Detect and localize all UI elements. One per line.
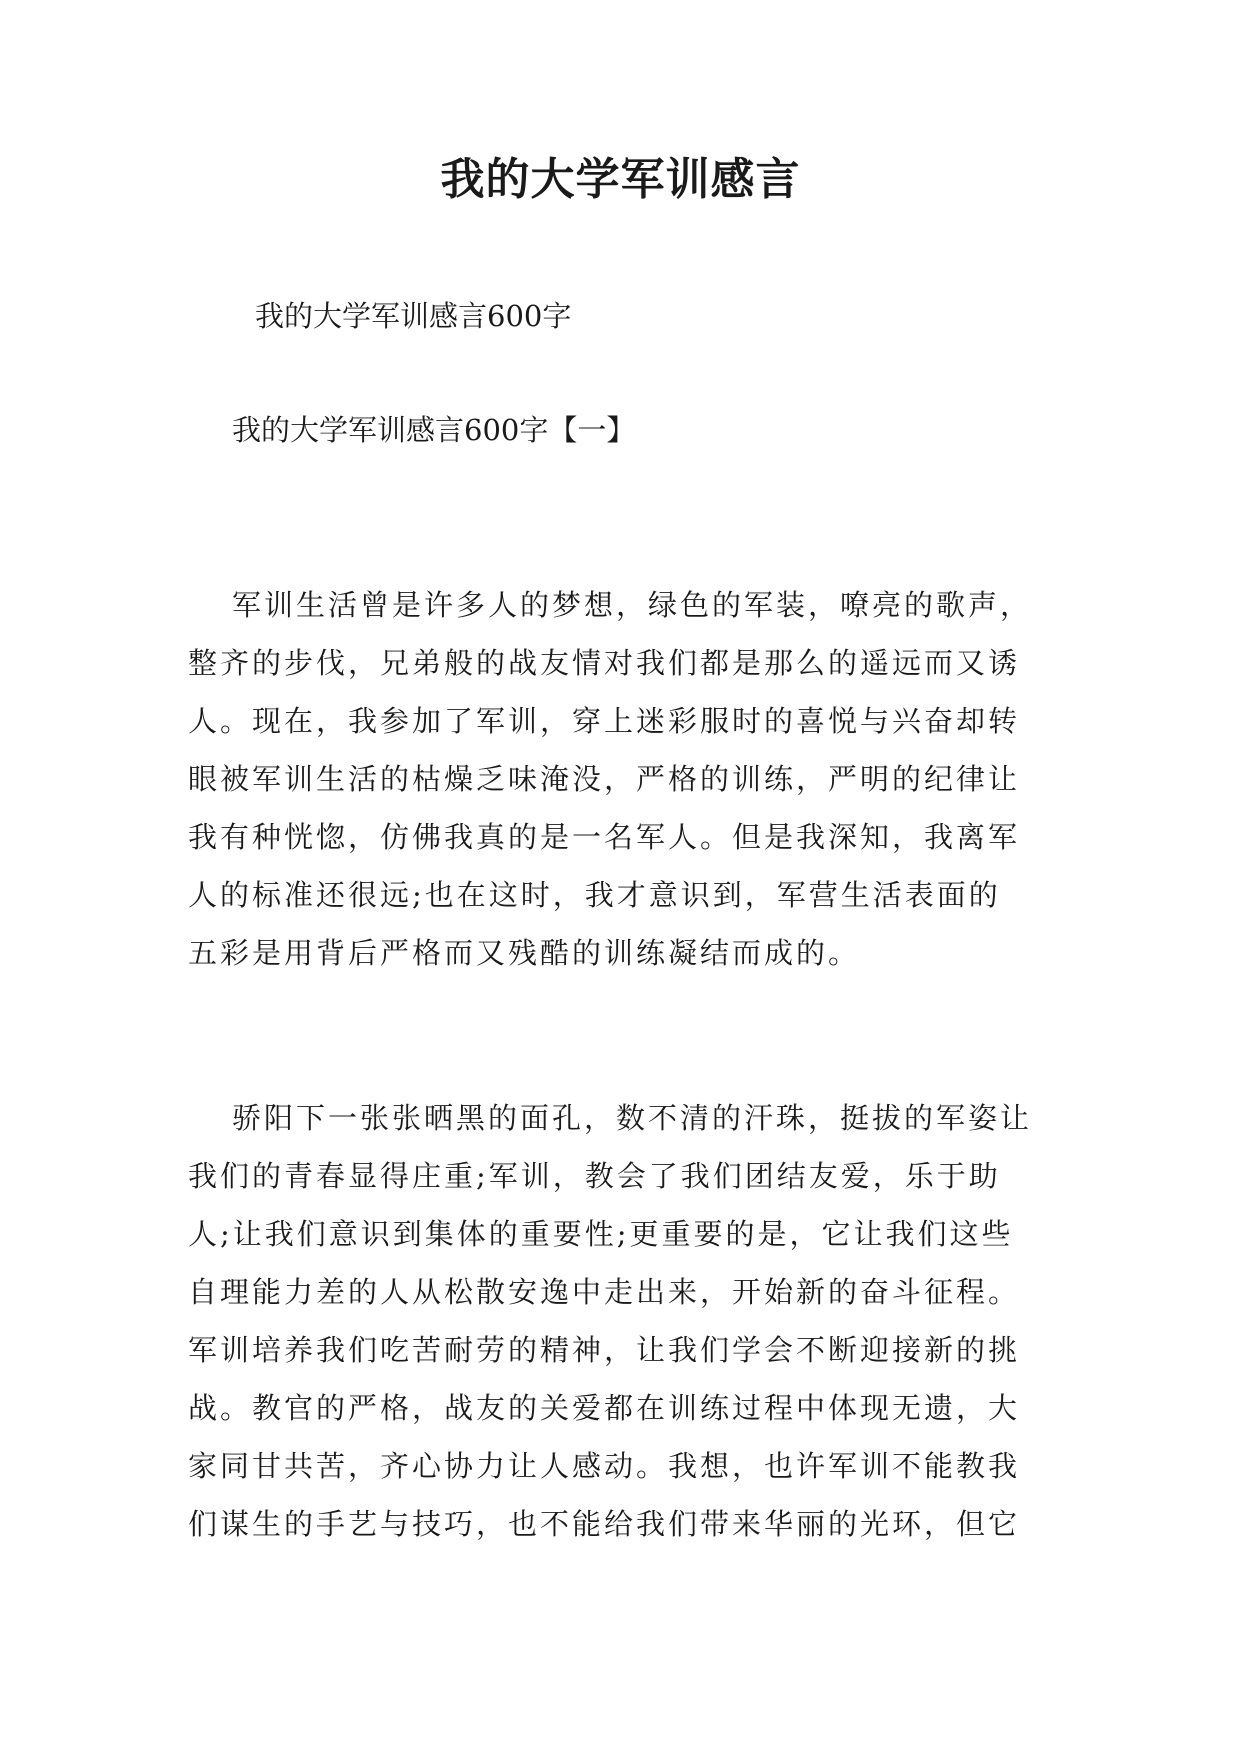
paragraph-line: 家同甘共苦，齐心协力让人感动。我想，也许军训不能教我 xyxy=(188,1449,1021,1483)
document-title: 我的大学军训感言 xyxy=(440,154,801,205)
paragraph-line: 人的标准还很远;也在这时，我才意识到，军营生活表面的 xyxy=(188,878,1001,912)
paragraph-1 xyxy=(188,576,1068,982)
paragraph-line: 我们的青春显得庄重;军训，教会了我们团结友爱，乐于助 xyxy=(188,1159,1001,1193)
paragraph-line: 军训培养我们吃苦耐劳的精神，让我们学会不断迎接新的挑 xyxy=(188,1333,1021,1367)
paragraph-line: 眼被军训生活的枯燥乏味淹没，严格的训练，严明的纪律让 xyxy=(188,762,1021,796)
paragraph-line: 骄阳下一张张晒黑的面孔，数不清的汗珠，挺拔的军姿让 xyxy=(232,1101,1033,1135)
paragraph-2 xyxy=(188,1089,1068,1553)
paragraph-line: 战。教官的严格，战友的关爱都在训练过程中体现无遗，大 xyxy=(188,1391,1021,1425)
paragraph-line: 整齐的步伐，兄弟般的战友情对我们都是那么的遥远而又诱 xyxy=(188,646,1021,680)
paragraph-line: 人。现在，我参加了军训，穿上迷彩服时的喜悦与兴奋却转 xyxy=(188,704,1021,738)
paragraph-line: 军训生活曾是许多人的梦想，绿色的军装，嘹亮的歌声， xyxy=(232,588,1033,622)
paragraph-line: 我有种恍惚，仿佛我真的是一名军人。但是我深知，我离军 xyxy=(188,820,1021,854)
paragraph-line: 人;让我们意识到集体的重要性;更重要的是，它让我们这些 xyxy=(188,1217,1014,1251)
paragraph-line: 自理能力差的人从松散安逸中走出来，开始新的奋斗征程。 xyxy=(188,1275,1021,1309)
paragraph-line: 们谋生的手艺与技巧，也不能给我们带来华丽的光环，但它 xyxy=(188,1507,1021,1541)
subheading: 我的大学军训感言600字 xyxy=(255,299,572,333)
section-heading: 我的大学军训感言600字【一】 xyxy=(232,413,636,447)
paragraph-line: 五彩是用背后严格而又残酷的训练凝结而成的。 xyxy=(188,936,861,970)
